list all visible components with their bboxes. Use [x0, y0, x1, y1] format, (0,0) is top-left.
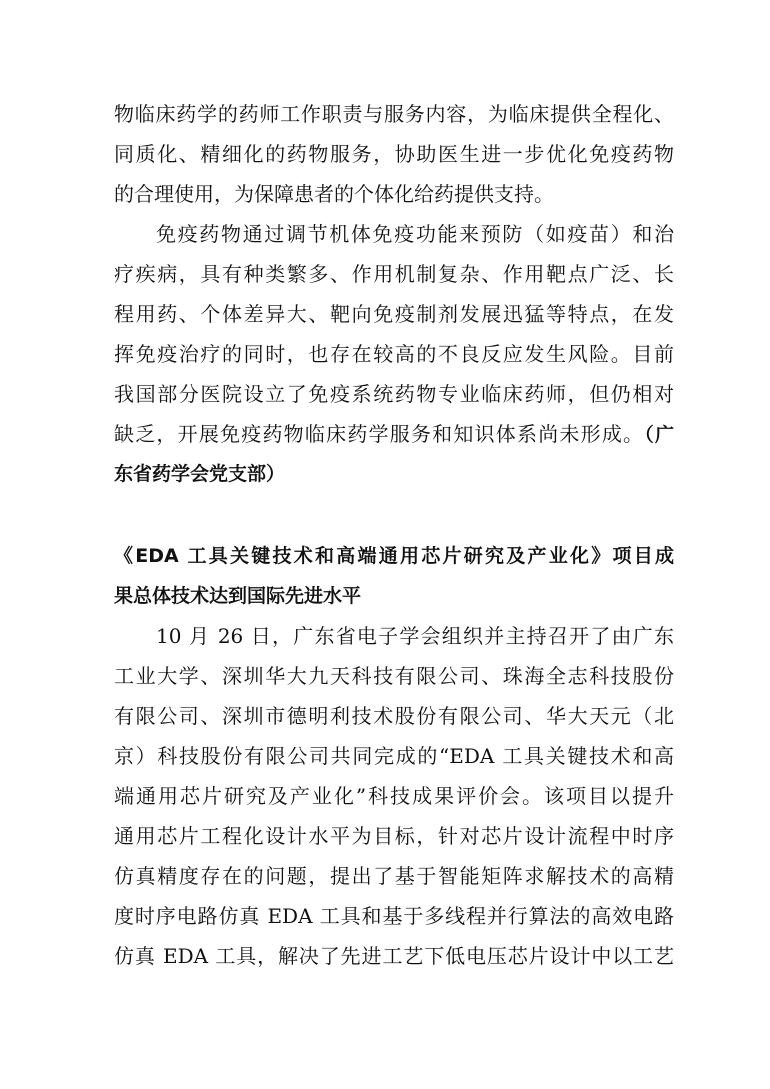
paragraph-2-line-1: 免疫药物通过调节机体免疫功能来预防（如疫苗）和治 — [156, 222, 674, 246]
paragraph-2-line-2: 疗疾病，具有种类繁多、作用机制复杂、作用靶点广泛、长 — [114, 262, 674, 286]
source-attribution-open: （广 — [644, 424, 674, 446]
paragraph-2-line-6 — [114, 414, 674, 454]
paragraph-2-line-5: 我国部分医院设立了免疫系统药物专业临床药师，但仍相对 — [114, 382, 674, 406]
article-title-line-2: 果总体技术达到国际先进水平 — [114, 585, 362, 607]
paragraph-2-line-6-text: 缺乏，开展免疫药物临床药学服务和知识体系尚未形成。 — [114, 422, 645, 446]
body-line-1: 10 月 26 日，广东省电子学会组织并主持召开了由广东 — [156, 624, 674, 648]
body-line-8: 度时序电路仿真 EDA 工具和基于多线程并行算法的高效电路 — [114, 904, 674, 928]
body-line-2: 工业大学、深圳华大九天科技有限公司、珠海全志科技股份 — [114, 664, 674, 688]
paragraph-1-line-3: 的合理使用，为保障患者的个体化给药提供支持。 — [114, 182, 554, 206]
immunology-pharmacy-article — [114, 94, 674, 494]
eda-tools-article — [114, 536, 674, 976]
body-line-3: 有限公司、深圳市德明利技术股份有限公司、华大天元（北 — [114, 704, 674, 728]
paragraph-2-line-4: 挥免疫治疗的同时，也存在较高的不良反应发生风险。目前 — [114, 342, 674, 366]
body-line-9: 仿真 EDA 工具，解决了先进工艺下低电压芯片设计中以工艺 — [114, 944, 674, 968]
source-attribution: 东省药学会党支部） — [114, 463, 286, 485]
article-title-line-1: 《EDA 工具关键技术和高端通用芯片研究及产业化》项目成 — [114, 545, 674, 567]
paragraph-1-line-1: 物临床药学的药师工作职责与服务内容，为临床提供全程化、 — [114, 102, 674, 126]
body-line-7: 仿真精度存在的问题，提出了基于智能矩阵求解技术的高精 — [114, 864, 674, 888]
paragraph-1-line-2: 同质化、精细化的药物服务，协助医生进一步优化免疫药物 — [114, 142, 674, 166]
paragraph-2-line-3: 程用药、个体差异大、靶向免疫制剂发展迅猛等特点，在发 — [114, 302, 674, 326]
body-line-6: 通用芯片工程化设计水平为目标，针对芯片设计流程中时序 — [114, 824, 674, 848]
body-line-4: 京）科技股份有限公司共同完成的“EDA 工具关键技术和高 — [114, 744, 674, 768]
body-line-5: 端通用芯片研究及产业化”科技成果评价会。该项目以提升 — [114, 784, 674, 808]
